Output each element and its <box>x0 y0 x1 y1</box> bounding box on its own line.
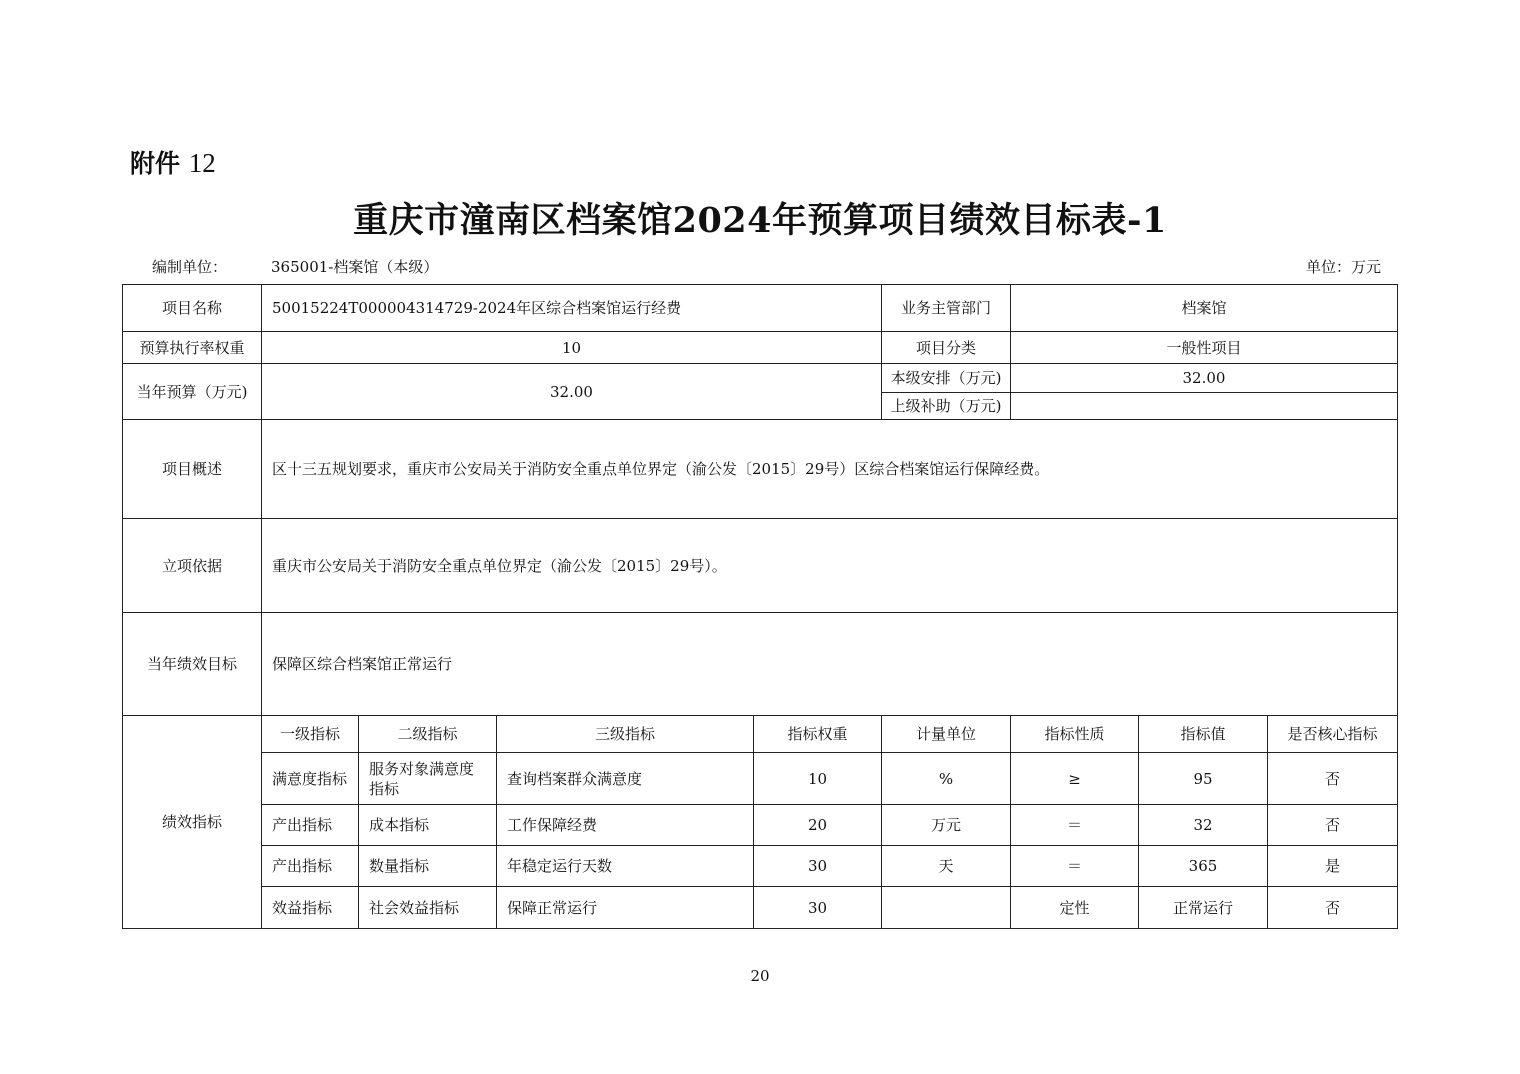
upper-value <box>1011 393 1398 420</box>
indicator-row <box>123 753 1398 805</box>
dept-label: 业务主管部门 <box>882 285 1011 332</box>
indicator-nature: 定性 <box>1011 887 1139 929</box>
org-label: 编制单位： <box>152 258 228 276</box>
attachment-number: 12 <box>188 148 216 178</box>
row-overview <box>123 420 1398 519</box>
indicator-value: 365 <box>1139 846 1268 887</box>
basis-label: 立项依据 <box>123 519 262 613</box>
indicator-nature: ≥ <box>1011 753 1139 805</box>
indicator-level1: 产出指标 <box>262 846 359 887</box>
indicator-weight: 10 <box>754 753 882 805</box>
exec-weight-label: 预算执行率权重 <box>123 332 262 364</box>
indicator-weight: 30 <box>754 887 882 929</box>
indicator-level1: 效益指标 <box>262 887 359 929</box>
dept-value: 档案馆 <box>1011 285 1398 332</box>
indicator-level2: 数量指标 <box>359 846 497 887</box>
indicator-value: 95 <box>1139 753 1268 805</box>
header-level1: 一级指标 <box>262 716 359 753</box>
basis-value: 重庆市公安局关于消防安全重点单位界定（渝公发〔2015〕29号）。 <box>262 519 1398 613</box>
indicator-unit: % <box>882 753 1011 805</box>
project-name-value: 50015224T000004314729-2024年区综合档案馆运行经费 <box>262 285 882 332</box>
indicator-weight: 30 <box>754 846 882 887</box>
document-title: 重庆市潼南区档案馆2024年预算项目绩效目标表-1 <box>353 200 1167 241</box>
indicator-nature: ＝ <box>1011 846 1139 887</box>
org-line <box>152 256 438 277</box>
header-value: 指标值 <box>1139 716 1268 753</box>
header-level2: 二级指标 <box>359 716 497 753</box>
page-number: 20 <box>750 967 770 985</box>
indicator-row <box>123 805 1398 846</box>
header-unit: 计量单位 <box>882 716 1011 753</box>
header-weight: 指标权重 <box>754 716 882 753</box>
indicator-level3: 工作保障经费 <box>497 805 754 846</box>
budget-value: 32.00 <box>262 364 882 420</box>
indicator-unit: 万元 <box>882 805 1011 846</box>
indicator-value: 正常运行 <box>1139 887 1268 929</box>
category-value: 一般性项目 <box>1011 332 1398 364</box>
indicator-row <box>123 887 1398 929</box>
indicator-row <box>123 846 1398 887</box>
indicator-level2: 成本指标 <box>359 805 497 846</box>
overview-label: 项目概述 <box>123 420 262 519</box>
row-exec-weight <box>123 332 1398 364</box>
exec-weight-value: 10 <box>262 332 882 364</box>
indicator-unit: 天 <box>882 846 1011 887</box>
unit-label: 单位：万元 <box>1306 258 1382 276</box>
indicator-core: 否 <box>1268 887 1398 929</box>
indicator-unit <box>882 887 1011 929</box>
indicator-level3: 保障正常运行 <box>497 887 754 929</box>
row-basis <box>123 519 1398 613</box>
indicator-level3: 年稳定运行天数 <box>497 846 754 887</box>
overview-value: 区十三五规划要求，重庆市公安局关于消防安全重点单位界定（渝公发〔2015〕29号）区综合档案馆运行保障经费。 <box>262 420 1398 519</box>
category-label: 项目分类 <box>882 332 1011 364</box>
indicator-level1: 满意度指标 <box>262 753 359 805</box>
indicator-header-row <box>123 716 1398 753</box>
attachment-label <box>130 144 216 180</box>
header-core: 是否核心指标 <box>1268 716 1398 753</box>
row-project-name <box>123 285 1398 332</box>
local-label: 本级安排（万元) <box>882 364 1011 393</box>
indicator-core: 是 <box>1268 846 1398 887</box>
org-value: 365001-档案馆（本级） <box>271 258 439 276</box>
indicator-weight: 20 <box>754 805 882 846</box>
indicator-core: 否 <box>1268 753 1398 805</box>
budget-label: 当年预算（万元) <box>123 364 262 420</box>
indicator-level3: 查询档案群众满意度 <box>497 753 754 805</box>
header-nature: 指标性质 <box>1011 716 1139 753</box>
indicator-value: 32 <box>1139 805 1268 846</box>
indicator-core: 否 <box>1268 805 1398 846</box>
goal-label: 当年绩效目标 <box>123 613 262 716</box>
indicator-level1: 产出指标 <box>262 805 359 846</box>
indicator-level2: 服务对象满意度指标 <box>359 753 497 805</box>
row-budget <box>123 364 1398 393</box>
row-goal <box>123 613 1398 716</box>
project-name-label: 项目名称 <box>123 285 262 332</box>
indicator-level2: 社会效益指标 <box>359 887 497 929</box>
performance-table <box>122 284 1398 929</box>
indicators-label: 绩效指标 <box>123 716 262 929</box>
indicator-nature: ＝ <box>1011 805 1139 846</box>
header-level3: 三级指标 <box>497 716 754 753</box>
local-value: 32.00 <box>1011 364 1398 393</box>
goal-value: 保障区综合档案馆正常运行 <box>262 613 1398 716</box>
attachment-text: 附件 <box>130 149 181 178</box>
upper-label: 上级补助（万元) <box>882 393 1011 420</box>
